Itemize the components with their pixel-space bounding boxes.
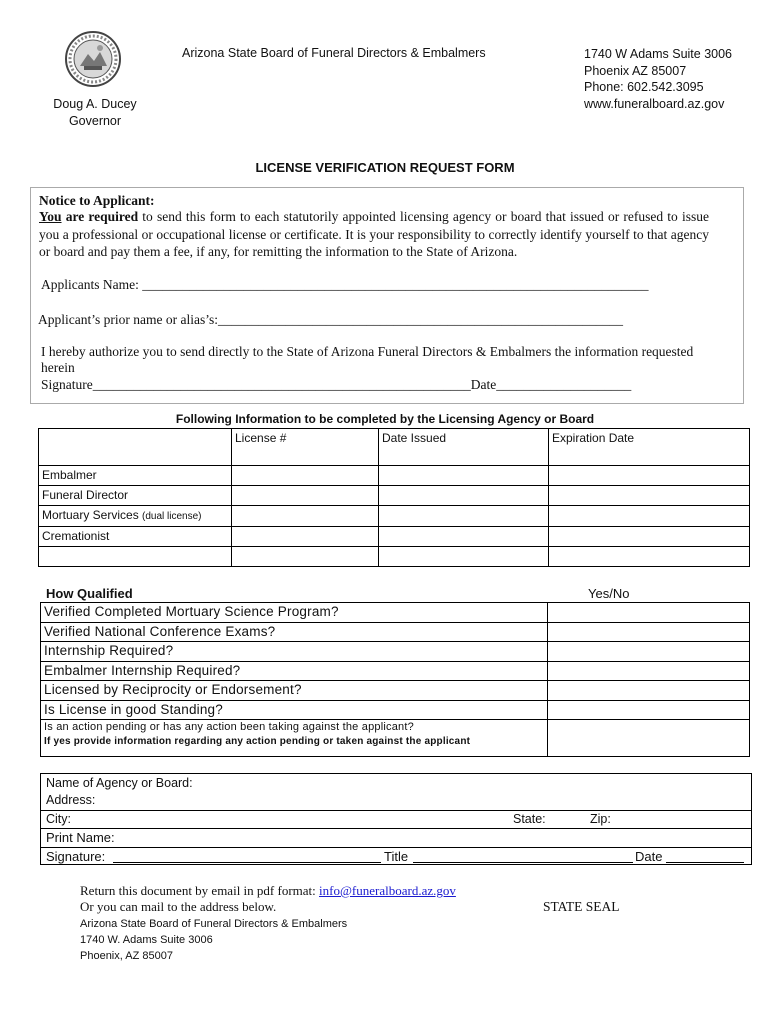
address-line-2: Phoenix AZ 85007 — [584, 63, 687, 78]
table-row — [41, 700, 750, 720]
mail-line-3: Phoenix, AZ 85007 — [80, 950, 173, 962]
license-table — [38, 428, 750, 567]
notice-lead-word: You — [39, 209, 62, 224]
qualification-question: Verified National Conference Exams? — [41, 622, 548, 642]
prior-name-field[interactable]: Applicant’s prior name or alias’s:____________________________________________________________ — [38, 312, 623, 327]
table-row — [39, 486, 750, 506]
header-blank — [39, 429, 232, 466]
header-expiration-date: Expiration Date — [549, 429, 750, 466]
agency-name-field[interactable]: Name of Agency or Board: — [46, 776, 193, 790]
row-label: Embalmer — [39, 466, 232, 486]
date-issued-cell[interactable] — [379, 547, 549, 567]
header-date-issued: Date Issued — [379, 429, 549, 466]
state-seal-label: STATE SEAL — [543, 899, 620, 914]
mail-line-1: Arizona State Board of Funeral Directors & Embalmers — [80, 918, 348, 930]
qualification-question: Internship Required? — [41, 642, 548, 662]
row-label: Cremationist — [39, 527, 232, 547]
qualification-table — [40, 602, 750, 757]
row-label[interactable] — [39, 547, 232, 567]
yes-no-heading: Yes/No — [588, 586, 630, 601]
license-number-cell[interactable] — [232, 486, 379, 506]
date-issued-cell[interactable] — [379, 527, 549, 547]
return-instructions — [80, 883, 456, 915]
return-text: Return this document by email in pdf format: — [80, 883, 320, 898]
qualification-question: Embalmer Internship Required? — [41, 661, 548, 681]
expiration-date-cell[interactable] — [549, 527, 750, 547]
applicant-signature-field[interactable]: Signature________________________________________________________Date____________________ — [41, 377, 632, 392]
expiration-date-cell[interactable] — [549, 486, 750, 506]
email-link[interactable]: info@funeralboard.az.gov — [319, 883, 456, 898]
return-line — [80, 883, 456, 899]
table-row — [39, 506, 750, 527]
governor-name: Doug A. Ducey — [53, 97, 137, 111]
notice-body — [39, 208, 709, 261]
governor-title: Governor — [68, 113, 122, 128]
applicant-name-field[interactable]: Applicants Name: ___________________________________________________________________________ — [41, 277, 649, 292]
license-table-header — [39, 429, 750, 466]
agency-date-line[interactable] — [666, 862, 744, 863]
yes-no-cell[interactable] — [548, 622, 750, 642]
action-question-cell — [41, 720, 548, 757]
agency-title-line[interactable] — [413, 862, 633, 863]
form-title: LICENSE VERIFICATION REQUEST FORM — [255, 160, 515, 175]
notice-heading: Notice to Applicant: — [39, 193, 155, 208]
agency-print-name-field[interactable]: Print Name: — [46, 830, 115, 845]
agency-signature-label: Signature: — [46, 849, 106, 864]
agency-date-label: Date — [635, 849, 663, 864]
table-row — [39, 466, 750, 486]
date-issued-cell[interactable] — [379, 466, 549, 486]
mail-text: Or you can mail to the address below. — [80, 899, 277, 914]
authorization-text: I hereby authorize you to send directly to the State of Arizona Funeral Directors & Embalmers the information requested — [41, 344, 694, 359]
license-number-cell[interactable] — [232, 527, 379, 547]
expiration-date-cell[interactable] — [549, 466, 750, 486]
header-license-number: License # — [232, 429, 379, 466]
table-row — [41, 603, 750, 623]
arizona-state-seal-image — [64, 30, 122, 88]
expiration-date-cell[interactable] — [549, 547, 750, 567]
divider — [41, 847, 751, 848]
expiration-date-cell[interactable] — [549, 506, 750, 527]
yes-no-cell[interactable] — [548, 603, 750, 623]
table-row — [41, 681, 750, 701]
row-label: Funeral Director — [39, 486, 232, 506]
table-row — [41, 642, 750, 662]
yes-no-cell[interactable] — [548, 720, 750, 757]
agency-signature-line[interactable] — [113, 862, 381, 863]
table-row — [39, 547, 750, 567]
license-number-cell[interactable] — [232, 506, 379, 527]
mail-line-2: 1740 W. Adams Suite 3006 — [80, 934, 213, 946]
website: www.funeralboard.az.gov — [584, 96, 725, 111]
date-issued-cell[interactable] — [379, 486, 549, 506]
divider — [41, 828, 751, 829]
row-label — [39, 506, 232, 527]
agency-title-label: Title — [384, 849, 409, 864]
authorization-text-cont: herein — [41, 360, 75, 375]
table-row — [41, 720, 750, 757]
table-row — [41, 622, 750, 642]
row-label-text: Mortuary Services — [42, 508, 143, 522]
license-table-caption: Following Information to be completed by the Licensing Agency or Board — [175, 412, 595, 426]
how-qualified-heading: How Qualified — [46, 586, 133, 601]
license-number-cell[interactable] — [232, 466, 379, 486]
board-name: Arizona State Board of Funeral Directors & Embalmers — [182, 46, 486, 60]
yes-no-cell[interactable] — [548, 681, 750, 701]
agency-zip-field[interactable]: Zip: — [590, 812, 611, 826]
action-question: Is an action pending or has any action been taking against the applicant? — [44, 721, 414, 733]
divider — [41, 810, 751, 811]
yes-no-cell[interactable] — [548, 700, 750, 720]
agency-state-field[interactable]: State: — [513, 812, 546, 826]
agency-city-field[interactable]: City: — [46, 812, 71, 826]
notice-lead-rest: are required — [61, 209, 139, 224]
phone-number: Phone: 602.542.3095 — [584, 80, 704, 95]
date-issued-cell[interactable] — [379, 506, 549, 527]
dual-license-note: (dual license) — [142, 511, 202, 522]
yes-no-cell[interactable] — [548, 642, 750, 662]
notice-body-text: to send this form to each statutorily appointed licensing agency or board that issued or refused to issue you a professional or occupational license or certificate. It is your responsibility to correctly identify yourself to that agency or board and pay them a fee, if any, for remitting the information to the State of Arizona. — [39, 209, 709, 259]
address-line-1: 1740 W Adams Suite 3006 — [584, 47, 733, 61]
table-row — [41, 661, 750, 681]
qualification-question: Is License in good Standing? — [41, 700, 548, 720]
yes-no-cell[interactable] — [548, 661, 750, 681]
agency-address-field[interactable]: Address: — [46, 793, 96, 807]
qualification-question: Verified Completed Mortuary Science Program? — [41, 603, 548, 623]
applicant-notice-box — [30, 187, 744, 404]
agency-info-box — [40, 773, 752, 865]
mailing-address — [80, 916, 347, 964]
board-address — [584, 46, 732, 112]
license-number-cell[interactable] — [232, 547, 379, 567]
governor-block — [50, 96, 140, 129]
table-row — [39, 527, 750, 547]
qualification-question: Licensed by Reciprocity or Endorsement? — [41, 681, 548, 701]
action-note: If yes provide information regarding any action pending or taken against the applicant — [44, 736, 471, 747]
